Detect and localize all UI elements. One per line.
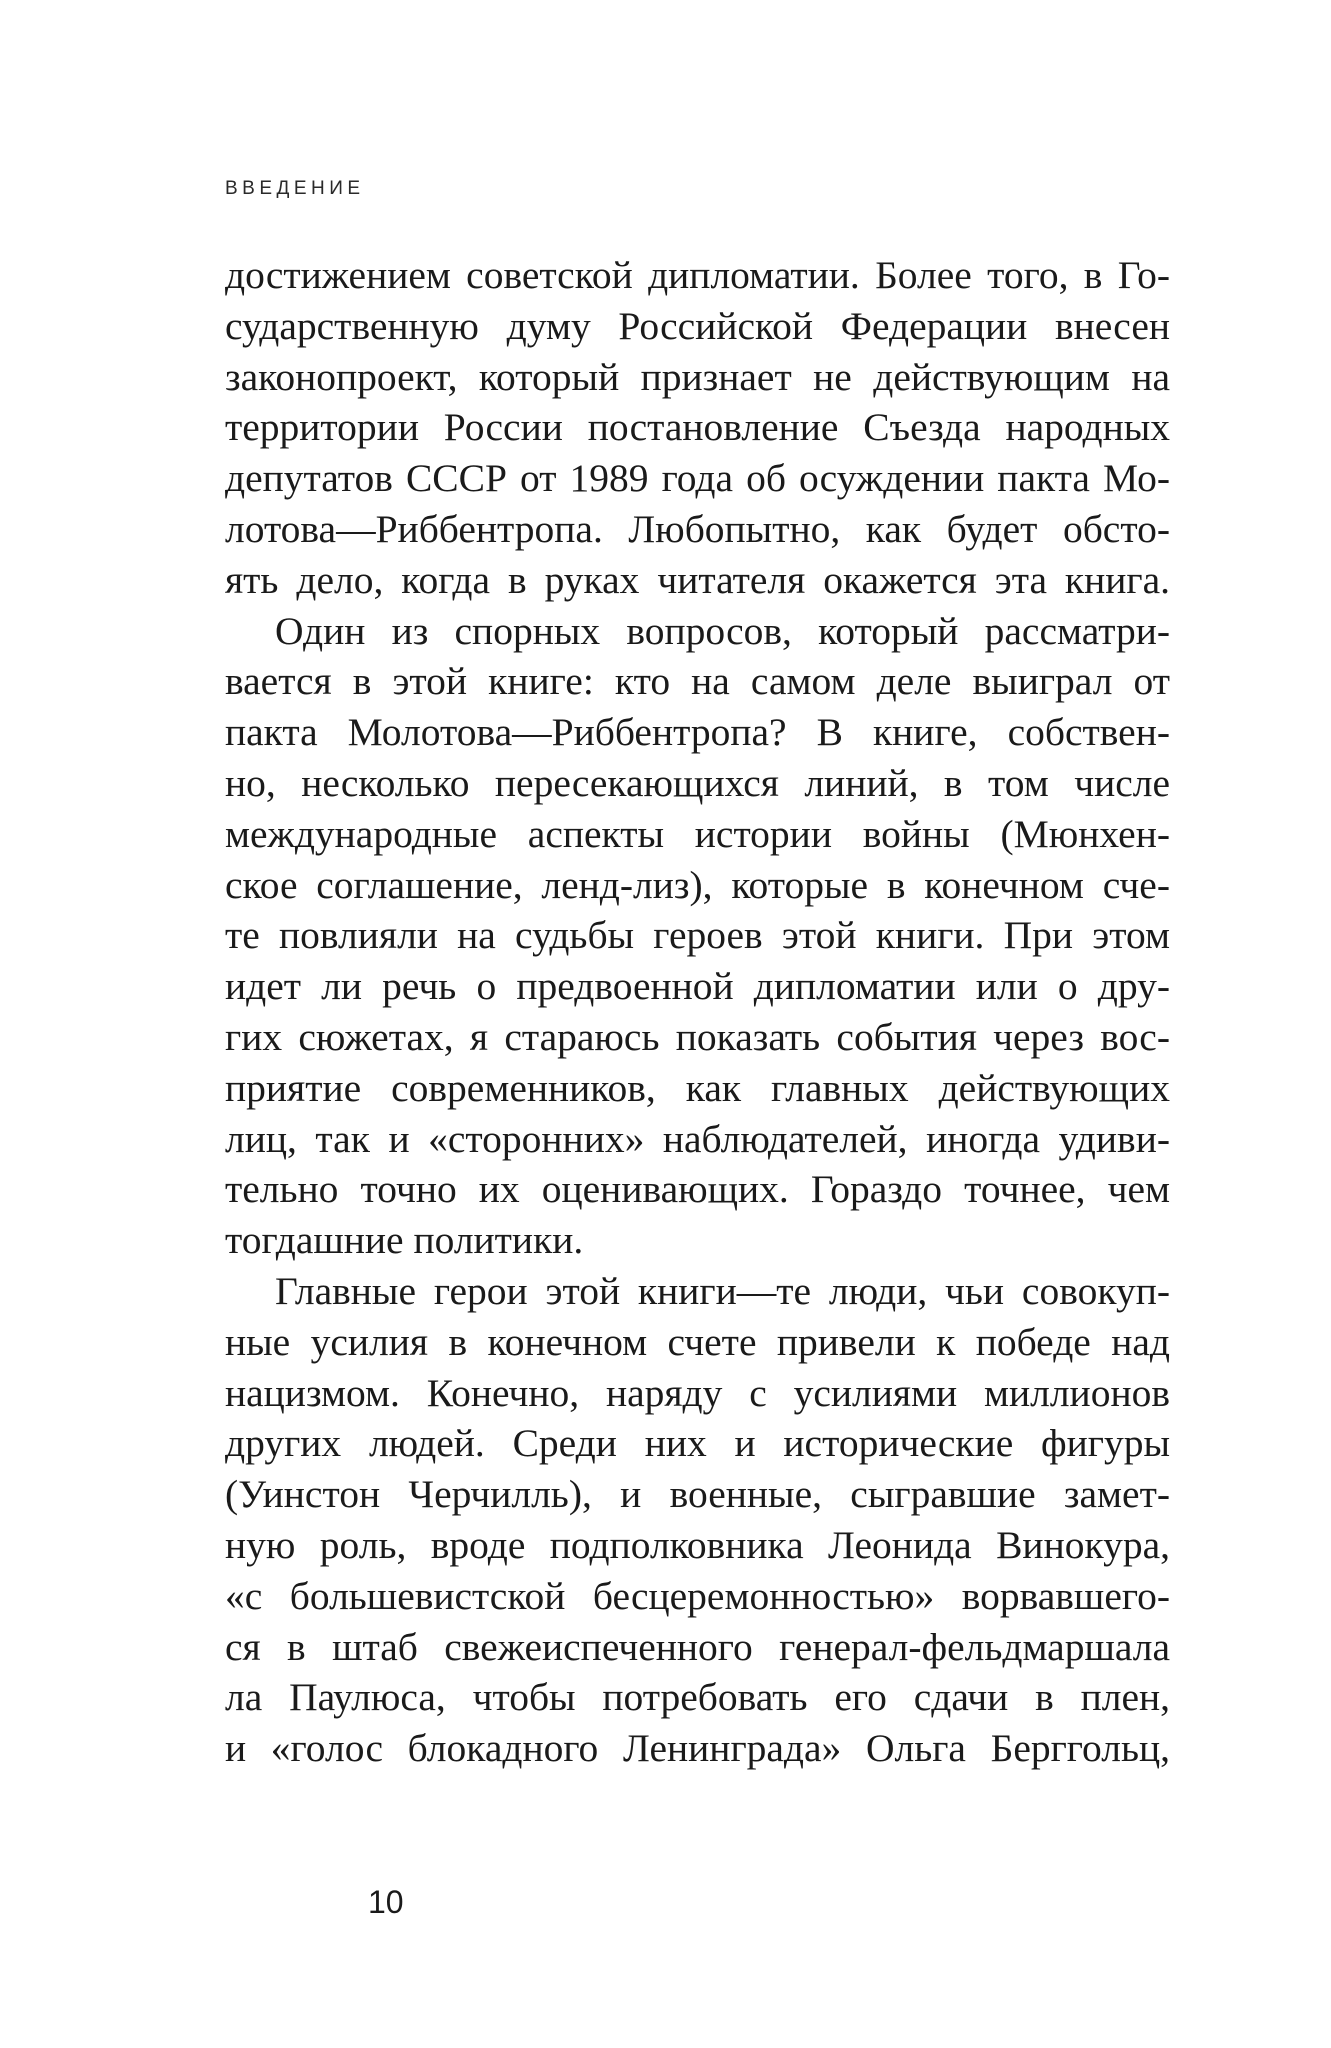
text-line: ское соглашение, ленд-лиз), которые в конечном сче- [225,862,1170,907]
text-line: законопроект, который признает не действующим на [225,354,1170,399]
paragraph-first-line: Главные герои этой книги—те люди, чьи совокуп- [275,1268,1170,1313]
text-line: ся в штаб свежеиспеченного генерал-фельдмаршала [225,1624,1170,1669]
text-line: территории России постановление Съезда народных [225,405,1170,450]
text-line: лиц, так и «сторонних» наблюдателей, иногда удиви- [225,1116,1170,1161]
text-line: других людей. Среди них и исторические фигуры [225,1421,1170,1466]
text-line: (Уинстон Черчилль), и военные, сыгравшие замет- [225,1472,1170,1517]
page-number: 10 [368,1884,404,1920]
text-line: нацизмом. Конечно, наряду с усилиями миллионов [225,1370,1170,1415]
text-line: тельно точно их оценивающих. Гораздо точнее, чем [225,1167,1170,1212]
text-line: гих сюжетах, я стараюсь показать события через вос- [225,1014,1170,1059]
text-line: приятие современников, как главных действующих [225,1065,1170,1110]
text-line: ную роль, вроде подполковника Леонида Винокура, [225,1522,1170,1567]
paragraph-last-line: тогдашние политики. [225,1218,584,1263]
text-line: ные усилия в конечном счете привели к победе над [225,1319,1170,1364]
text-line: пакта Молотова—Риббентропа? В книге, собствен- [225,710,1170,755]
text-line: сударственную думу Российской Федерации внесен [225,303,1170,348]
text-line: депутатов СССР от 1989 года об осуждении пакта Мо- [225,456,1170,501]
text-line: и «голос блокадного Ленинграда» Ольга Берггольц, [225,1726,1170,1771]
body-text [225,250,1170,1774]
text-line: вается в этой книге: кто на самом деле выиграл от [225,659,1170,704]
text-line: идет ли речь о предвоенной дипломатии или о дру- [225,964,1170,1009]
text-line: ла Паулюса, чтобы потребовать его сдачи в плен, [225,1675,1170,1720]
text-line: ять дело, когда в руках читателя окажется эта книга. [225,557,1170,602]
text-line: достижением советской дипломатии. Более того, в Го- [225,253,1170,297]
text-line: но, несколько пересекающихся линий, в том числе [225,760,1170,805]
running-head: ВВЕДЕНИЕ [225,178,365,199]
text-line: «с большевистской бесцеремонностью» ворвавшего- [225,1573,1170,1618]
text-line: международные аспекты истории войны (Мюнхен- [225,811,1170,856]
paragraph-first-line: Один из спорных вопросов, который рассматри- [275,608,1170,653]
text-line: те повлияли на судьбы героев этой книги. При этом [225,913,1170,958]
text-line: лотова—Риббентропа. Любопытно, как будет обсто- [225,506,1170,551]
